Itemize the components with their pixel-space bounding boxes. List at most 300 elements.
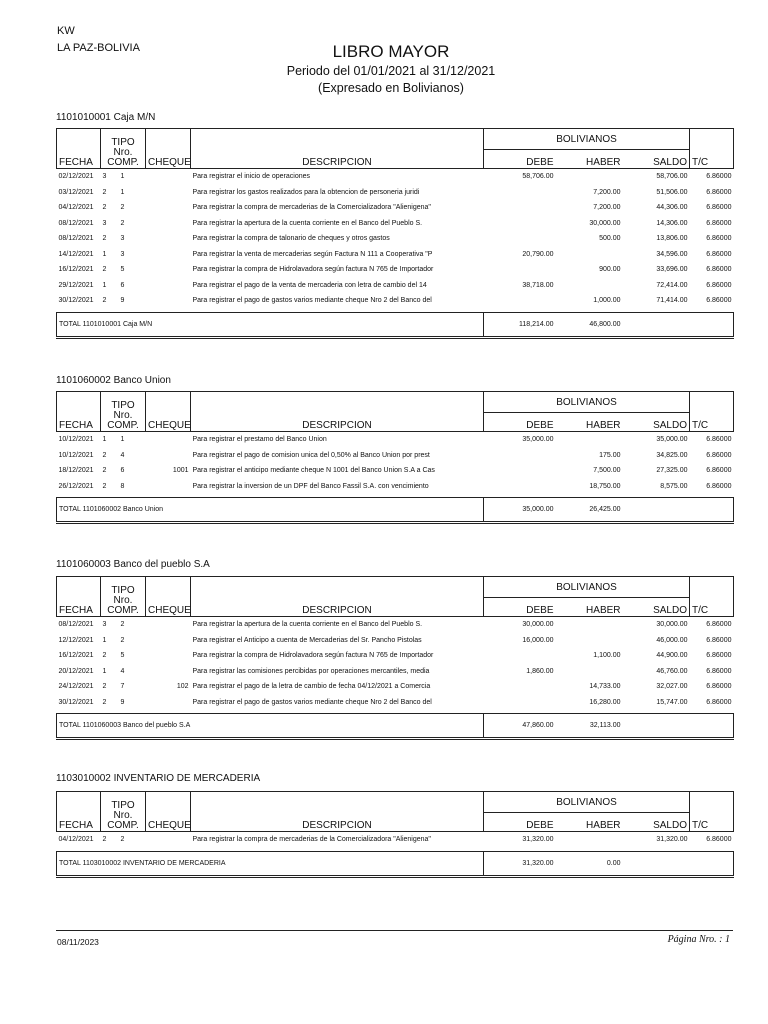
cell-fecha: 20/12/2021: [58, 667, 94, 675]
cell-tipo: 2: [102, 266, 107, 274]
cell-debe: 16,000.00: [522, 636, 554, 644]
cell-tipo: 2: [102, 652, 107, 660]
cell-tipo: 3: [102, 621, 107, 629]
cell-cheque: [146, 185, 191, 201]
col-haber: HABER: [556, 150, 623, 169]
cell-cheque: [146, 262, 191, 278]
cell-comp: 9: [120, 698, 125, 706]
cell-cheque: [146, 695, 191, 711]
cell-debe: [484, 695, 556, 711]
cell-tipo-comp: [101, 247, 146, 263]
cell-tc: 6.86000: [706, 219, 732, 227]
cell-fecha: 02/12/2021: [58, 173, 94, 181]
col-fecha: FECHA: [57, 792, 101, 832]
col-tipo-comp: [101, 577, 146, 617]
account-title: 1101010001 Caja M/N: [56, 112, 156, 123]
col-descripcion: DESCRIPCION: [191, 392, 484, 432]
cell-descripcion: Para registrar la apertura de la cuenta corriente en el Banco del Pueblo S.: [192, 621, 423, 629]
total-label: TOTAL 1103010002 INVENTARIO DE MERCADERIA: [57, 851, 484, 876]
cell-haber: [556, 247, 623, 263]
cell-tipo-comp: [101, 200, 146, 216]
cell-haber: 18,750.00: [589, 482, 621, 490]
col-group-bolivianos: BOLIVIANOS: [484, 129, 690, 150]
cell-comp: 5: [120, 652, 125, 660]
col-debe: DEBE: [484, 813, 556, 832]
cell-tc: 6.86000: [706, 173, 732, 181]
cell-haber: 7,200.00: [593, 188, 621, 196]
total-haber: 0.00: [556, 851, 623, 876]
cell-tipo-comp: [101, 185, 146, 201]
col-tipo-comp: [101, 392, 146, 432]
cell-comp: 4: [120, 451, 125, 459]
cell-tipo: 3: [102, 219, 107, 227]
cell-tc: 6.86000: [706, 451, 732, 459]
cell-saldo: 34,825.00: [656, 451, 688, 459]
cell-fecha: 30/12/2021: [58, 297, 94, 305]
col-fecha: FECHA: [57, 392, 101, 432]
cell-fecha: 03/12/2021: [58, 188, 94, 196]
col-debe: DEBE: [484, 598, 556, 617]
cell-tipo: 1: [102, 250, 107, 258]
col-group-bolivianos: BOLIVIANOS: [484, 392, 690, 413]
col-saldo: SALDO: [623, 813, 690, 832]
cell-debe: [484, 262, 556, 278]
cell-comp: 2: [120, 621, 125, 629]
cell-tipo-comp: [101, 648, 146, 664]
col-nro-label: Nro.: [113, 595, 133, 606]
total-row: [57, 312, 734, 337]
cell-cheque: [146, 479, 191, 495]
total-haber: 46,800.00: [556, 312, 623, 337]
cell-tipo-comp: [101, 216, 146, 232]
cell-tipo-comp: [101, 463, 146, 479]
col-debe: DEBE: [484, 413, 556, 432]
cell-debe: 35,000.00: [522, 436, 554, 444]
table-row: [57, 463, 734, 479]
report-period: Periodo del 01/01/2021 al 31/12/2021: [286, 64, 496, 78]
cell-fecha: 08/12/2021: [58, 621, 94, 629]
cell-fecha: 16/12/2021: [58, 652, 94, 660]
cell-saldo: 72,414.00: [656, 281, 688, 289]
cell-comp: 2: [120, 219, 125, 227]
cell-haber: [556, 832, 623, 848]
cell-tc: 6.86000: [706, 436, 732, 444]
cell-descripcion: Para registrar la compra de Hidrolavadora según factura N 765 de Importador: [192, 266, 434, 274]
cell-fecha: 14/12/2021: [58, 250, 94, 258]
cell-haber: 30,000.00: [589, 219, 621, 227]
cell-saldo: 14,306.00: [656, 219, 688, 227]
col-comp-label: COMP.: [107, 420, 139, 431]
cell-cheque: [146, 633, 191, 649]
cell-comp: 2: [120, 636, 125, 644]
account-title: 1103010002 INVENTARIO DE MERCADERIA: [56, 773, 261, 784]
cell-cheque: [146, 293, 191, 309]
report-title: LIBRO MAYOR: [332, 42, 450, 61]
cell-tc: 6.86000: [706, 636, 732, 644]
table-row: [57, 169, 734, 185]
cell-descripcion: Para registrar el anticipo mediante cheque N 1001 del Banco Union S.A a Cas: [192, 467, 435, 475]
account-title: 1101060003 Banco del pueblo S.A: [56, 559, 210, 570]
col-tc: T/C: [690, 392, 734, 432]
col-tc: T/C: [690, 577, 734, 617]
cell-cheque: [146, 432, 191, 448]
cell-descripcion: Para registrar la compra de Hidrolavadora según factura N 765 de Importador: [192, 652, 434, 660]
cell-debe: [484, 648, 556, 664]
cell-saldo: 35,000.00: [656, 436, 688, 444]
cell-cheque: [146, 448, 191, 464]
col-nro-label: Nro.: [113, 147, 133, 158]
cell-comp: 7: [120, 683, 125, 691]
cell-descripcion: Para registrar las comisiones percibidas por operaciones mercantiles, media: [192, 667, 430, 675]
col-tc: T/C: [690, 129, 734, 169]
cell-saldo: 31,320.00: [656, 836, 688, 844]
cell-cheque: [146, 648, 191, 664]
cell-descripcion: Para registrar el pago de gastos varios mediante cheque Nro 2 del Banco del: [192, 297, 432, 305]
cell-fecha: 29/12/2021: [58, 281, 94, 289]
col-tipo-comp: [101, 792, 146, 832]
col-fecha: FECHA: [57, 129, 101, 169]
cell-debe: 38,718.00: [522, 281, 554, 289]
cell-cheque: 1001: [172, 467, 189, 475]
col-comp-label: COMP.: [107, 157, 139, 168]
cell-haber: [556, 432, 623, 448]
col-haber: HABER: [556, 813, 623, 832]
footer-divider: [56, 930, 733, 931]
cell-fecha: 10/12/2021: [58, 451, 94, 459]
cell-tipo: 2: [102, 467, 107, 475]
cell-haber: [556, 278, 623, 294]
col-descripcion: DESCRIPCION: [191, 577, 484, 617]
ledger-table: [56, 128, 734, 339]
cell-tc: 6.86000: [706, 188, 732, 196]
cell-saldo: 32,027.00: [656, 683, 688, 691]
table-row: [57, 617, 734, 633]
total-label: TOTAL 1101060003 Banco del pueblo S.A: [57, 714, 484, 739]
cell-tipo: 2: [102, 297, 107, 305]
cell-tipo: 2: [102, 836, 107, 844]
cell-comp: 5: [120, 266, 125, 274]
cell-cheque: [146, 278, 191, 294]
cell-haber: 1,000.00: [593, 297, 621, 305]
cell-saldo: 8,575.00: [660, 482, 688, 490]
cell-tipo-comp: [101, 695, 146, 711]
table-row: [57, 448, 734, 464]
cell-comp: 1: [120, 173, 125, 181]
table-row: [57, 633, 734, 649]
cell-tipo-comp: [101, 633, 146, 649]
col-cheque: CHEQUE: [146, 392, 191, 432]
cell-descripcion: Para registrar la compra de mercaderias de la Comercializadora "Alienigena": [192, 836, 431, 844]
cell-descripcion: Para registrar la inversion de un DPF del Banco Fassil S.A. con vencimiento: [192, 482, 429, 490]
table-row: [57, 679, 734, 695]
cell-tc: 6.86000: [706, 621, 732, 629]
cell-comp: 8: [120, 482, 125, 490]
cell-saldo: 58,706.00: [656, 173, 688, 181]
cell-saldo: 15,747.00: [656, 698, 688, 706]
cell-cheque: [146, 216, 191, 232]
cell-haber: 7,200.00: [593, 204, 621, 212]
cell-debe: [484, 463, 556, 479]
total-debe: 47,860.00: [484, 714, 556, 739]
cell-haber: 900.00: [599, 266, 621, 274]
cell-saldo: 33,696.00: [656, 266, 688, 274]
cell-saldo: 27,325.00: [656, 467, 688, 475]
total-haber: 26,425.00: [556, 498, 623, 523]
col-group-bolivianos: BOLIVIANOS: [484, 577, 690, 598]
cell-tipo: 1: [102, 281, 107, 289]
cell-tipo: 2: [102, 188, 107, 196]
ledger-table: [56, 391, 734, 524]
cell-debe: [484, 479, 556, 495]
total-debe: 35,000.00: [484, 498, 556, 523]
col-saldo: SALDO: [623, 598, 690, 617]
cell-comp: 1: [120, 188, 125, 196]
cell-tc: 6.86000: [706, 235, 732, 243]
cell-tipo: 2: [102, 683, 107, 691]
cell-cheque: [146, 832, 191, 848]
cell-tc: 6.86000: [706, 281, 732, 289]
col-tipo-label: TIPO: [111, 137, 135, 148]
col-debe: DEBE: [484, 150, 556, 169]
cell-descripcion: Para registrar el Anticipo a cuenta de Mercaderias del Sr. Pancho Pistolas: [192, 636, 422, 644]
footer-page-number: Página Nro. : 1: [667, 934, 730, 945]
col-tc: T/C: [690, 792, 734, 832]
cell-tipo: 2: [102, 482, 107, 490]
cell-fecha: 24/12/2021: [58, 683, 94, 691]
total-debe: 118,214.00: [484, 312, 556, 337]
col-tipo-label: TIPO: [111, 400, 135, 411]
table-row: [57, 695, 734, 711]
cell-haber: [556, 664, 623, 680]
total-row: [57, 714, 734, 739]
cell-tc: 6.86000: [706, 250, 732, 258]
cell-comp: 2: [120, 204, 125, 212]
col-descripcion: DESCRIPCION: [191, 792, 484, 832]
cell-tipo: 3: [102, 173, 107, 181]
col-group-bolivianos: BOLIVIANOS: [484, 792, 690, 813]
col-haber: HABER: [556, 598, 623, 617]
cell-saldo: 51,506.00: [656, 188, 688, 196]
col-cheque: CHEQUE: [146, 577, 191, 617]
cell-saldo: 46,000.00: [656, 636, 688, 644]
cell-tipo-comp: [101, 617, 146, 633]
cell-tipo-comp: [101, 832, 146, 848]
cell-tipo-comp: [101, 231, 146, 247]
cell-tipo-comp: [101, 679, 146, 695]
col-nro-label: Nro.: [113, 810, 133, 821]
cell-debe: [484, 679, 556, 695]
cell-descripcion: Para registrar el pago de gastos varios mediante cheque Nro 2 del Banco del: [192, 698, 432, 706]
cell-tipo: 2: [102, 451, 107, 459]
cell-descripcion: Para registrar la apertura de la cuenta corriente en el Banco del Pueblo S.: [192, 219, 423, 227]
total-label: TOTAL 1101010001 Caja M/N: [57, 312, 484, 337]
cell-tc: 6.86000: [706, 836, 732, 844]
cell-cheque: [146, 664, 191, 680]
cell-tipo: 1: [102, 636, 107, 644]
company-name: KW: [57, 25, 75, 37]
total-row: [57, 851, 734, 876]
cell-fecha: 08/12/2021: [58, 219, 94, 227]
cell-tipo-comp: [101, 293, 146, 309]
col-saldo: SALDO: [623, 150, 690, 169]
cell-descripcion: Para registrar la venta de mercaderias según Factura N 111 a Cooperativa "P: [192, 250, 433, 258]
footer-date: 08/11/2023: [57, 937, 99, 947]
cell-descripcion: Para registrar los gastos realizados para la obtencion de personeria juridi: [192, 188, 420, 196]
col-nro-label: Nro.: [113, 410, 133, 421]
table-row: [57, 278, 734, 294]
cell-haber: 16,280.00: [589, 698, 621, 706]
cell-tipo: 2: [102, 204, 107, 212]
col-cheque: CHEQUE: [146, 129, 191, 169]
cell-descripcion: Para registrar la compra de mercaderias de la Comercializadora "Alienigena": [192, 204, 431, 212]
table-row: [57, 664, 734, 680]
cell-tipo-comp: [101, 278, 146, 294]
cell-haber: 500.00: [599, 235, 621, 243]
company-location: LA PAZ-BOLIVIA: [57, 42, 140, 54]
cell-comp: 6: [120, 467, 125, 475]
ledger-table: [56, 576, 734, 740]
cell-saldo: 44,900.00: [656, 652, 688, 660]
cell-cheque: 102: [176, 683, 189, 691]
cell-tipo-comp: [101, 448, 146, 464]
cell-fecha: 18/12/2021: [58, 467, 94, 475]
cell-tc: 6.86000: [706, 667, 732, 675]
cell-haber: [556, 617, 623, 633]
cell-descripcion: Para registrar el prestamo del Banco Union: [192, 436, 327, 444]
table-row: [57, 432, 734, 448]
cell-fecha: 08/12/2021: [58, 235, 94, 243]
cell-descripcion: Para registrar el pago de la letra de cambio de fecha 04/12/2021 a Comercia: [192, 683, 431, 691]
cell-saldo: 44,306.00: [656, 204, 688, 212]
cell-comp: 4: [120, 667, 125, 675]
cell-cheque: [146, 169, 191, 185]
cell-cheque: [146, 247, 191, 263]
col-comp-label: COMP.: [107, 605, 139, 616]
account-title: 1101060002 Banco Union: [56, 375, 171, 386]
cell-comp: 1: [120, 436, 125, 444]
col-saldo: SALDO: [623, 413, 690, 432]
col-comp-label: COMP.: [107, 820, 139, 831]
table-row: [57, 247, 734, 263]
cell-haber: 1,100.00: [593, 652, 621, 660]
cell-comp: 9: [120, 297, 125, 305]
cell-tc: 6.86000: [706, 266, 732, 274]
cell-debe: [484, 200, 556, 216]
table-row: [57, 185, 734, 201]
cell-descripcion: Para registrar el pago de comision unica del 0,50% al Banco Union por prest: [192, 451, 430, 459]
cell-debe: 20,790.00: [522, 250, 554, 258]
cell-debe: 1,860.00: [526, 667, 554, 675]
cell-tipo-comp: [101, 262, 146, 278]
col-cheque: CHEQUE: [146, 792, 191, 832]
cell-tipo-comp: [101, 432, 146, 448]
cell-debe: [484, 185, 556, 201]
cell-debe: [484, 448, 556, 464]
cell-haber: [556, 169, 623, 185]
total-debe: 31,320.00: [484, 851, 556, 876]
table-row: [57, 200, 734, 216]
cell-fecha: 12/12/2021: [58, 636, 94, 644]
cell-descripcion: Para registrar la compra de talonario de cheques y otros gastos: [192, 235, 390, 243]
cell-comp: 3: [120, 250, 125, 258]
table-row: [57, 648, 734, 664]
cell-haber: 175.00: [599, 451, 621, 459]
total-haber: 32,113.00: [556, 714, 623, 739]
cell-fecha: 30/12/2021: [58, 698, 94, 706]
cell-fecha: 26/12/2021: [58, 482, 94, 490]
cell-debe: [484, 231, 556, 247]
cell-debe: 31,320.00: [522, 836, 554, 844]
cell-tipo-comp: [101, 169, 146, 185]
table-row: [57, 231, 734, 247]
cell-tc: 6.86000: [706, 698, 732, 706]
cell-debe: 30,000.00: [522, 621, 554, 629]
col-tipo-label: TIPO: [111, 585, 135, 596]
table-row: [57, 293, 734, 309]
cell-saldo: 13,806.00: [656, 235, 688, 243]
cell-cheque: [146, 617, 191, 633]
col-haber: HABER: [556, 413, 623, 432]
cell-tipo: 1: [102, 436, 107, 444]
cell-cheque: [146, 200, 191, 216]
cell-cheque: [146, 231, 191, 247]
cell-descripcion: Para registrar el pago de la venta de mercaderia con letra de cambio del 14: [192, 281, 427, 289]
cell-fecha: 04/12/2021: [58, 204, 94, 212]
table-row: [57, 216, 734, 232]
cell-tc: 6.86000: [706, 683, 732, 691]
cell-tc: 6.86000: [706, 297, 732, 305]
cell-saldo: 71,414.00: [656, 297, 688, 305]
ledger-table: [56, 791, 734, 878]
total-label: TOTAL 1101060002 Banco Union: [57, 498, 484, 523]
total-row: [57, 498, 734, 523]
cell-tipo: 2: [102, 698, 107, 706]
cell-tc: 6.86000: [706, 482, 732, 490]
cell-tipo-comp: [101, 479, 146, 495]
cell-fecha: 10/12/2021: [58, 436, 94, 444]
cell-fecha: 16/12/2021: [58, 266, 94, 274]
table-row: [57, 832, 734, 848]
cell-tc: 6.86000: [706, 467, 732, 475]
cell-tc: 6.86000: [706, 204, 732, 212]
col-descripcion: DESCRIPCION: [191, 129, 484, 169]
cell-descripcion: Para registrar el inicio de operaciones: [192, 173, 311, 181]
cell-haber: 7,500.00: [593, 467, 621, 475]
col-tipo-label: TIPO: [111, 800, 135, 811]
cell-comp: 3: [120, 235, 125, 243]
table-row: [57, 479, 734, 495]
col-tipo-comp: [101, 129, 146, 169]
cell-debe: [484, 293, 556, 309]
col-fecha: FECHA: [57, 577, 101, 617]
cell-debe: 58,706.00: [522, 173, 554, 181]
cell-tipo-comp: [101, 664, 146, 680]
cell-haber: 14,733.00: [589, 683, 621, 691]
cell-tc: 6.86000: [706, 652, 732, 660]
cell-saldo: 34,596.00: [656, 250, 688, 258]
report-currency-note: (Expresado en Bolivianos): [318, 81, 464, 95]
cell-fecha: 04/12/2021: [58, 836, 94, 844]
cell-saldo: 46,760.00: [656, 667, 688, 675]
cell-tipo: 1: [102, 667, 107, 675]
cell-haber: [556, 633, 623, 649]
cell-tipo: 2: [102, 235, 107, 243]
cell-debe: [484, 216, 556, 232]
cell-saldo: 30,000.00: [656, 621, 688, 629]
cell-comp: 6: [120, 281, 125, 289]
table-row: [57, 262, 734, 278]
cell-comp: 2: [120, 836, 125, 844]
